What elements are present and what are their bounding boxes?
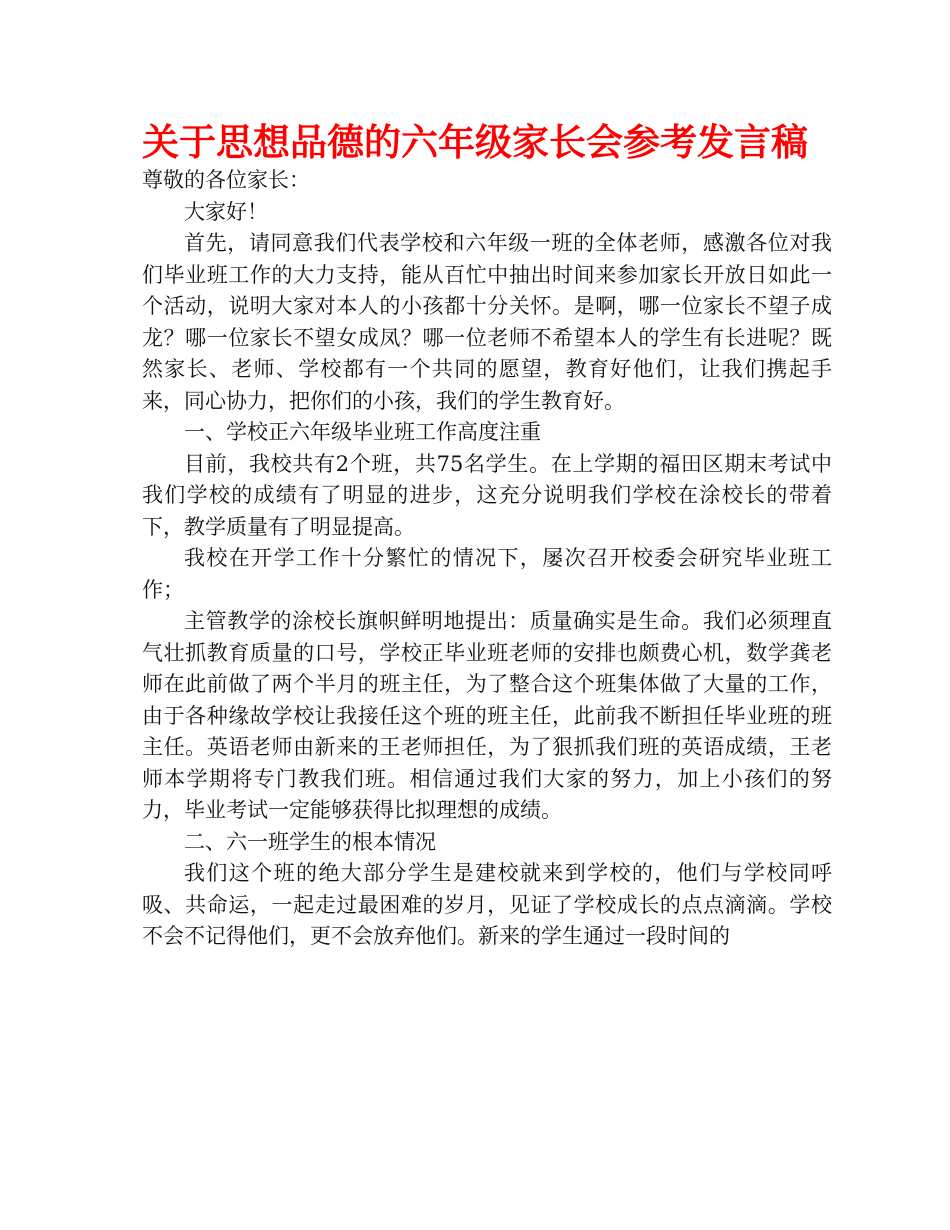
document-title: 关于思想品德的六年级家长会参考发言稿: [142, 121, 808, 164]
section-heading: 二、六一班学生的根本情况: [184, 829, 436, 854]
paragraph: 主管教学的涂校长旗帜鲜明地提出：质量确实是生命。我们必须理直气壮抓教育质量的口号，学校正毕业班老师的安排也颇费心机，数学龚老师在此前做了两个半月的班主任，为了整合这个班集体做了大量的工作，由于各种缘故学校让我接任这个班的班主任，此前我不断担任毕业班的班主任。英语老师由新来的王老师担任，为了狠抓我们班的英语成绩，王老师本学期将专门教我们班。相信通过我们大家的努力，加上小孩们的努力，毕业考试一定能够获得比拟理想的成绩。: [142, 609, 832, 822]
paragraph: 首先，请同意我们代表学校和六年级一班的全体老师，感激各位对我们毕业班工作的大力支持，能从百忙中抽出时间来参加家长开放日如此一个活动，说明大家对本人的小孩都十分关怀。是啊，哪一位家长不望子成龙？哪一位家长不望女成凤？哪一位老师不希望本人的学生有长进呢？既然家长、老师、学校都有一个共同的愿望，教育好他们，让我们携起手来，同心协力，把你们的小孩，我们的学生教育好。: [142, 231, 832, 413]
salutation: 尊敬的各位家长：: [142, 168, 310, 192]
section-heading: 一、学校正六年级毕业班工作高度注重: [184, 420, 541, 444]
paragraph: 我们这个班的绝大部分学生是建校就来到学校的，他们与学校同呼吸、共命运，一起走过最困难的岁月，见证了学校成长的点点滴滴。学校不会不记得他们，更不会放弃他们。新来的学生通过一段时间的: [142, 861, 832, 948]
greeting: 大家好！: [184, 199, 268, 224]
paragraph: 我校在开学工作十分繁忙的情况下，屡次召开校委会研究毕业班工作；: [142, 546, 832, 602]
paragraph: 目前，我校共有2个班，共75名学生。在上学期的福田区期末考试中我们学校的成绩有了明显的进步，这充分说明我们学校在涂校长的带着下，教学质量有了明显提高。: [142, 451, 832, 539]
document-body: [142, 165, 832, 953]
